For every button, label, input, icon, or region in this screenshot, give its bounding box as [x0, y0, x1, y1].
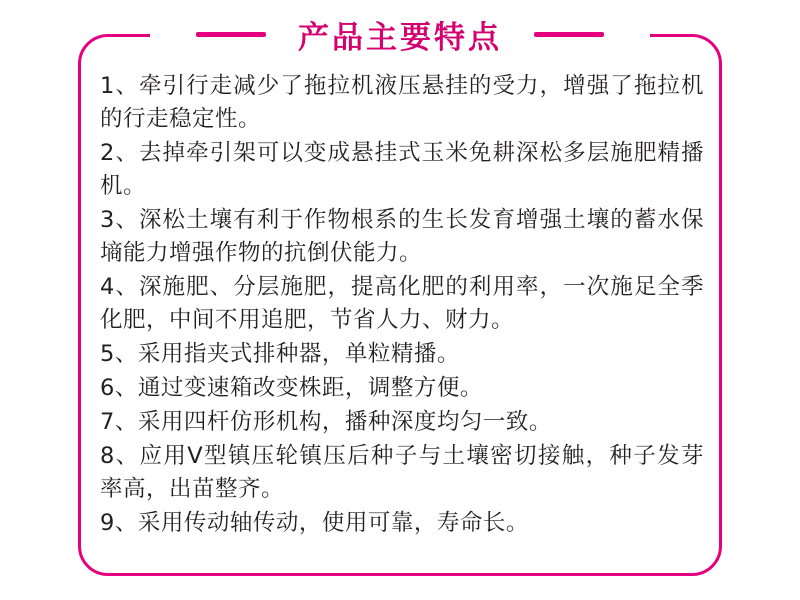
- list-item: 8、应用V型镇压轮镇压后种子与土壤密切接触，种子发芽率高，出苗整齐。: [100, 443, 704, 502]
- list-item: 3、深松土壤有利于作物根系的生长发育增强土壤的蓄水保墒能力增强作物的抗倒伏能力。: [100, 207, 704, 266]
- title-rule-left-icon: [196, 32, 266, 37]
- title-rule-right-icon: [534, 32, 604, 37]
- feature-list: [100, 70, 704, 566]
- page-title: 产品主要特点: [284, 12, 516, 57]
- poster-title-row: [0, 10, 800, 58]
- list-item: 6、通过变速箱改变株距，调整方便。: [100, 375, 483, 401]
- list-item: 5、采用指夹式排种器，单粒精播。: [100, 341, 460, 367]
- list-item: 4、深施肥、分层施肥，提高化肥的利用率，一次施足全季化肥，中间不用追肥，节省人力、财力。: [100, 274, 704, 333]
- list-item: 2、去掉牵引架可以变成悬挂式玉米免耕深松多层施肥精播机。: [100, 140, 704, 199]
- list-item: 1、牵引行走减少了拖拉机液压悬挂的受力，增强了拖拉机的行走稳定性。: [100, 73, 704, 132]
- list-item: 9、采用传动轴传动，使用可靠，寿命长。: [100, 510, 529, 536]
- list-item: 7、采用四杆仿形机构，播种深度均匀一致。: [100, 409, 552, 435]
